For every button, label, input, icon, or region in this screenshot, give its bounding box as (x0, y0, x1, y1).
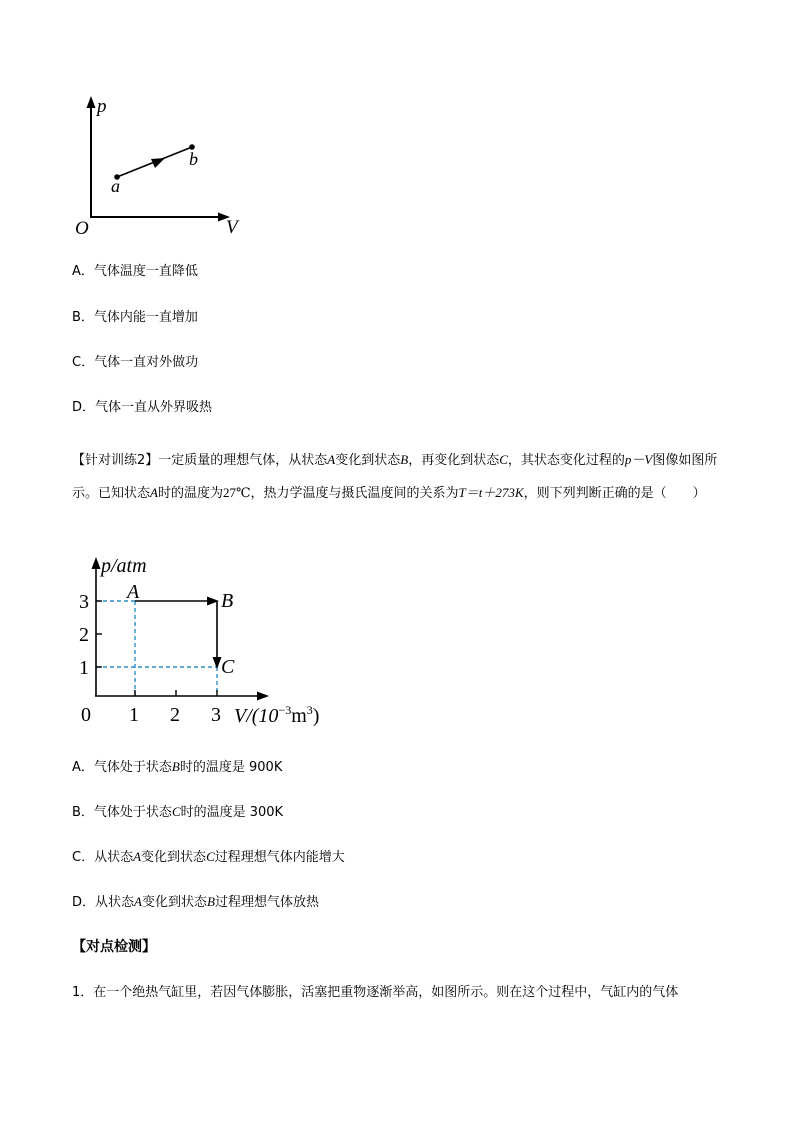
q1-option-d (72, 399, 212, 417)
option-text: 气体处于状态 (93, 805, 172, 820)
option-text: 变化到状态 (141, 850, 207, 865)
x-tick-label: 2 (170, 704, 180, 726)
option-text: 过程理想气体放热 (214, 895, 319, 910)
option-letter: D． (72, 895, 96, 910)
pv-diagram-1 (60, 90, 260, 240)
q3-stem (72, 984, 678, 1002)
option-letter: D． (72, 400, 96, 415)
option-letter: A． (72, 760, 94, 775)
pv-symbol: p－V (624, 452, 653, 467)
state-a: A (150, 485, 158, 500)
origin-label: 0 (81, 704, 91, 726)
axis-x-arrow (257, 692, 269, 701)
q2-option-b (72, 803, 283, 822)
option-letter: A． (72, 264, 94, 279)
axis-y-label: p/atm (101, 555, 147, 577)
q2-text: ，其状态变化过程的 (507, 453, 625, 468)
x-label-exp: −3 (278, 703, 292, 717)
q2-text: ，再变化到状态 (408, 453, 500, 468)
state-var: C (206, 849, 215, 864)
option-letter: C． (72, 850, 95, 865)
question-text: 在一个绝热气缸里，若因气体膨胀，活塞把重物逐渐举高，如图所示。则在这个过程中，气缸内的气体 (93, 985, 679, 1000)
option-letter: B． (72, 310, 94, 325)
origin-label: O (75, 218, 89, 239)
x-tick-label: 3 (211, 704, 221, 726)
formula: T＝t＋273K (458, 485, 524, 500)
state-a: A (327, 452, 336, 467)
state-var: A (134, 894, 142, 909)
q1-option-a (72, 263, 198, 281)
q2-text: 图像如图所示。已知状态 (72, 453, 718, 501)
pv-diagram-2 (70, 548, 350, 733)
option-text: 从状态 (94, 850, 134, 865)
x-label-unit: m (291, 705, 307, 727)
y-tick-label: 2 (79, 624, 89, 646)
state-var: B (171, 759, 180, 774)
state-b-label: B (221, 590, 234, 612)
axis-y-arrow (87, 96, 96, 108)
q2-stem (72, 444, 732, 510)
axis-y-label: p (97, 96, 107, 117)
option-text: 变化到状态 (141, 895, 207, 910)
point-b-label: b (189, 149, 198, 169)
option-text: 过程理想气体内能增大 (214, 850, 345, 865)
state-var: B (207, 894, 215, 909)
option-text: 气体处于状态 (93, 760, 172, 775)
q1-option-c (72, 354, 198, 372)
q2-text: 变化到状态 (335, 453, 401, 468)
state-c: C (499, 452, 508, 467)
state-var: C (171, 804, 181, 819)
temperature-value: 27℃ (222, 485, 251, 500)
option-text: 气体一直从外界吸热 (95, 400, 213, 415)
option-text: 气体内能一直增加 (93, 310, 198, 325)
x-label-prefix: V/(10 (234, 705, 279, 727)
axis-x-label: V (226, 217, 238, 238)
question-number: 1． (72, 985, 94, 1000)
x-label-close: ) (312, 705, 320, 727)
x-tick-label: 1 (129, 704, 139, 726)
option-text: 从状态 (95, 895, 135, 910)
state-var: A (133, 849, 142, 864)
q2-text: ，热力学温度与摄氏温度间的关系为 (250, 486, 459, 501)
option-letter: C． (72, 355, 95, 370)
y-tick-label: 1 (79, 657, 89, 679)
process-arrow-ab (151, 158, 165, 168)
option-letter: B． (72, 805, 94, 820)
option-text: 时的温度是 300K (180, 805, 284, 820)
axis-y-arrow (92, 557, 101, 569)
q2-option-a (72, 758, 282, 777)
state-b: B (400, 452, 409, 467)
state-a-label: A (127, 581, 140, 603)
q2-tag: 【针对训练2】 (72, 453, 159, 468)
x-label-exp2: 3 (306, 703, 313, 717)
option-text: 气体一直对外做功 (94, 355, 199, 370)
q2-text: ，则下列判断正确的是（ ） (523, 486, 706, 501)
option-text: 气体温度一直降低 (93, 264, 198, 279)
axis-x-label (234, 703, 319, 727)
y-tick-label: 3 (79, 591, 89, 613)
state-c-label: C (221, 656, 235, 678)
q2-text: 时的温度为 (157, 486, 223, 501)
q2-text: 一定质量的理想气体，从状态 (158, 453, 328, 468)
section-heading: 【对点检测】 (72, 939, 156, 955)
option-text: 时的温度是 900K (179, 760, 283, 775)
q2-option-d (72, 893, 319, 912)
q1-option-b (72, 309, 198, 327)
q2-option-c (72, 848, 345, 867)
point-a-label: a (111, 176, 120, 196)
